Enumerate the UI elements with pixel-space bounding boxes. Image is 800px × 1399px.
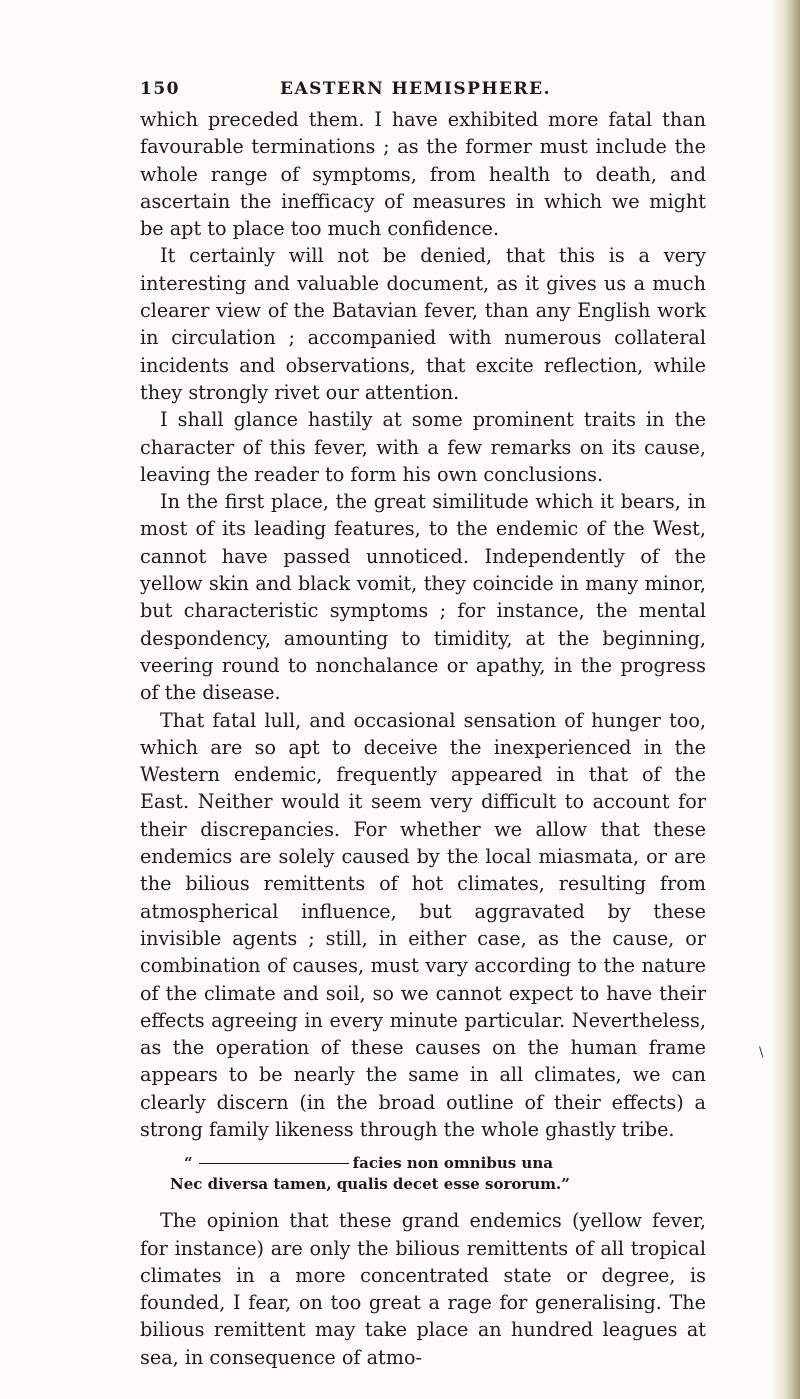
running-head (140, 72, 706, 106)
paragraph: That fatal lull, and occasional sensation of hunger too, which are so apt to deceive the inexperienced in the Western endemic, frequently appeared in that of the East. Neither would it seem very difficult to account for their discrepancies. For whether we allow that these endemics are solely caused by the local miasmata, or are the bilious remittents of hot climates, resulting from atmospherical influence, but aggravated by these invisible agents ; still, in either case, as the cause, or combination of causes, must vary according to the nature of the climate and soil, so we cannot expect to have their effects agreeing in every minute particular. Nevertheless, as the operation of these causes on the human frame appears to be nearly the same in all climates, we can clearly discern (in the broad outline of their effects) a strong family likeness through the whole ghastly tribe. (140, 708, 706, 1141)
paragraph: It certainly will not be denied, that this is a very interesting and valuable document, as it gives us a much clearer view of the Batavian fever, than any English work in circulation ; accompanied with numerous collateral incidents and observations, that excite reflection, while they strongly rivet our attention. (140, 244, 706, 404)
latin-quotation (140, 1153, 706, 1195)
paragraph: I shall glance hastily at some prominent traits in the character of this fever, with a few remarks on its cause, leaving the reader to form his own conclusions. (140, 408, 706, 486)
quotation-line-1 (140, 1153, 706, 1174)
body-text (140, 106, 706, 1371)
page-edge-shadow (770, 0, 800, 1399)
paragraph: In the first place, the great similitude which it bears, in most of its leading features, to the endemic of the West, cannot have passed unnoticed. Independently of the yellow skin and black vomit, they coincide in many minor, but characteristic symptoms ; for instance, the mental despondency, amounting to timidity, at the beginning, veering round to nonchalance or apathy, in the progress of the disease. (140, 490, 706, 705)
running-title: EASTERN HEMISPHERE. (280, 79, 551, 99)
quotation-open-mark: “ (184, 1154, 193, 1173)
margin-mark: \ (759, 1045, 764, 1060)
quotation-text-1: facies non omnibus una (352, 1154, 553, 1173)
book-page (140, 72, 706, 1371)
paragraph: The opinion that these grand endemics (yellow fever, for instance) are only the bilious remittents of all tropical climates in a more concentrated state or degree, is founded, I fear, on too great a rage for generalising. The bilious remittent may take place an hundred leagues at sea, in consequence of atmo- (140, 1209, 706, 1369)
quotation-line-2: Nec diversa tamen, qualis decet esse sororum.” (170, 1175, 570, 1194)
quotation-elision-dash (199, 1163, 349, 1164)
paragraph: which preceded them. I have exhibited more fatal than favourable terminations ; as the former must include the whole range of symptoms, from health to death, and ascertain the inefficacy of measures in which we might be apt to place too much confidence. (140, 108, 706, 241)
page-number: 150 (140, 79, 180, 99)
